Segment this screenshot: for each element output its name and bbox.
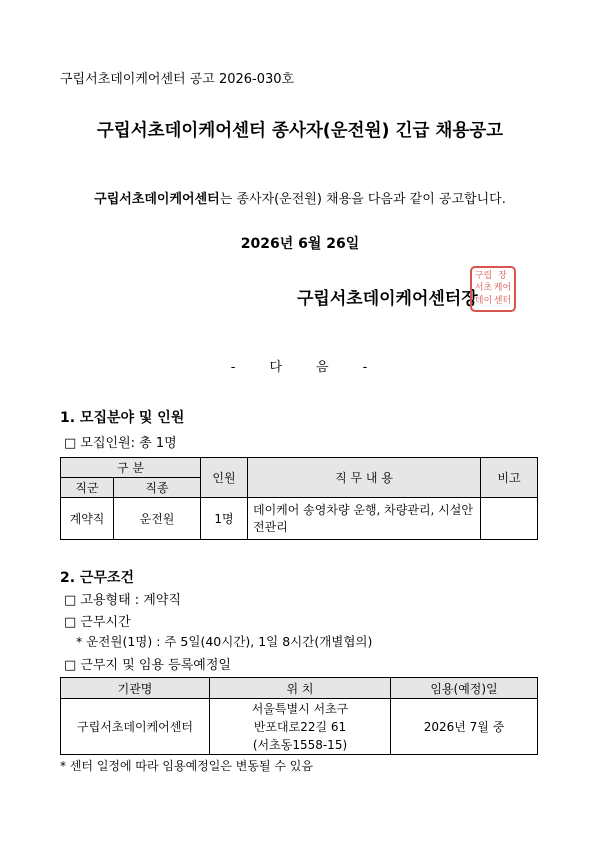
th-location: 위 치 — [210, 678, 391, 699]
seal-char: 장 — [498, 270, 507, 281]
intro-text — [0, 188, 600, 207]
th-type: 직종 — [114, 478, 201, 498]
location-line: (서초동1558-15) — [252, 737, 348, 752]
official-seal — [470, 266, 516, 312]
seal-char: 센터 — [493, 296, 512, 307]
employment-type: □ 고용형태 : 계약직 — [64, 593, 181, 608]
section1-heading: 1. 모집분야 및 인원 — [60, 410, 185, 426]
cell-date: 2026년 7월 중 — [391, 699, 538, 755]
table-row — [61, 699, 538, 755]
intro-org: 구립서초데이케어센터 — [94, 192, 220, 207]
location-line: 반포대로22길 61 — [253, 719, 347, 734]
recruit-count: □ 모집인원: 총 1명 — [64, 436, 177, 451]
cell-type: 운전원 — [114, 498, 201, 540]
footnote: * 센터 일정에 따라 임용예정일은 변동될 수 있음 — [60, 759, 313, 773]
cell-duty: 데이케어 송영차량 운행, 차량관리, 시설안전관리 — [248, 498, 481, 540]
th-duty: 직 무 내 용 — [248, 458, 481, 498]
seal-char: 데이 — [474, 296, 493, 307]
cell-note — [481, 498, 538, 540]
cell-location — [210, 699, 391, 755]
th-note: 비고 — [481, 458, 538, 498]
location-line: 서울특별시 서초구 — [251, 701, 349, 716]
workplace-table — [60, 677, 538, 755]
th-date: 임용(예정)일 — [391, 678, 538, 699]
th-count: 인원 — [201, 458, 248, 498]
recruit-table — [60, 457, 538, 540]
section2-heading: 2. 근무조건 — [60, 570, 135, 586]
intro-rest: 는 종사자(운전원) 채용을 다음과 같이 공고합니다. — [219, 192, 506, 207]
cell-rank: 계약직 — [61, 498, 114, 540]
signer: 구립서초데이케어센터장 — [297, 289, 478, 309]
dagum-char: 음 — [316, 360, 331, 375]
th-org: 기관명 — [61, 678, 210, 699]
dagum-char: 다 — [269, 360, 284, 375]
page-title: 구립서초데이케어센터 종사자(운전원) 긴급 채용공고 — [96, 121, 504, 141]
th-rank: 직군 — [61, 478, 114, 498]
dagum-dash: - — [362, 360, 370, 375]
seal-char: 구립 — [474, 270, 493, 281]
cell-count: 1명 — [201, 498, 248, 540]
work-hours-label: □ 근무시간 — [64, 615, 131, 630]
work-hours-detail: * 운전원(1명) : 주 5일(40시간), 1일 8시간(개별협의) — [76, 634, 373, 649]
th-category: 구 분 — [61, 458, 201, 478]
notice-date: 2026년 6월 26일 — [240, 236, 360, 252]
dagum-divider — [0, 356, 600, 375]
seal-char: 서초 — [474, 283, 493, 294]
notice-number: 구립서초데이케어센터 공고 2026-030호 — [60, 72, 295, 87]
table-row — [61, 498, 538, 540]
dagum-dash: - — [230, 360, 238, 375]
cell-org: 구립서초데이케어센터 — [61, 699, 210, 755]
workplace-label: □ 근무지 및 임용 등록예정일 — [64, 658, 231, 673]
seal-char: 케어 — [493, 283, 512, 294]
